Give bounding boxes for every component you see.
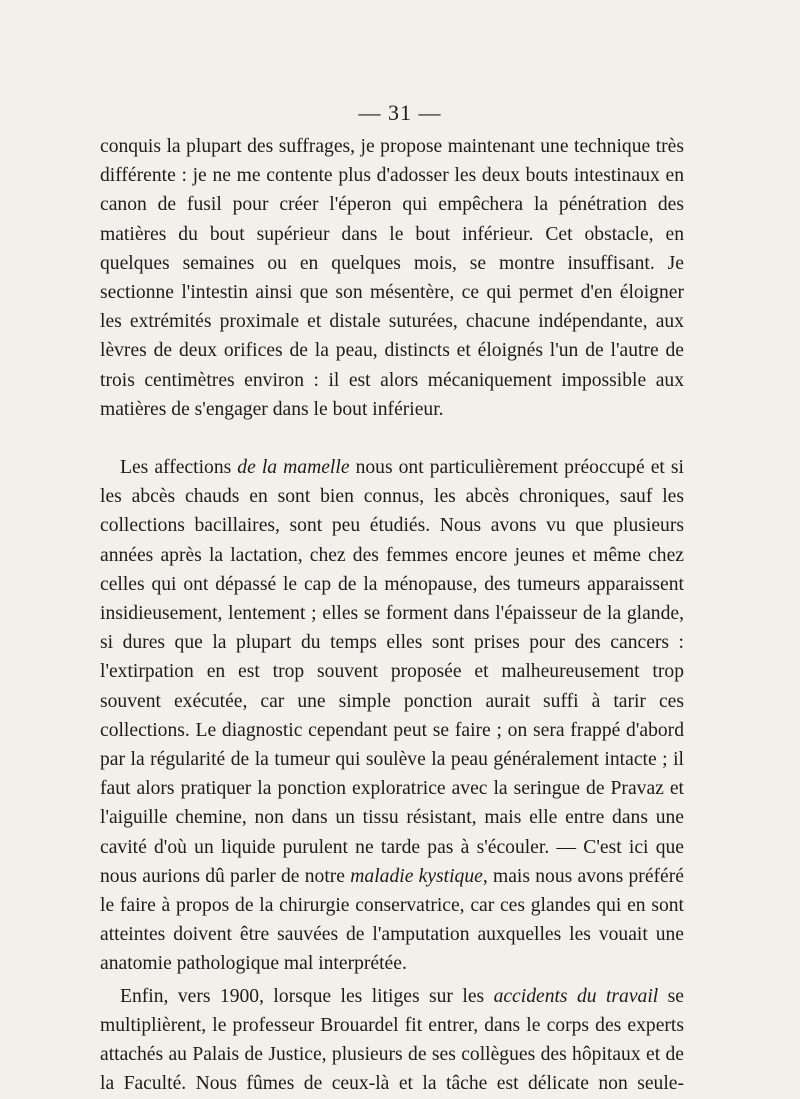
- page-number: — 31 —: [358, 100, 442, 125]
- body-text: [100, 132, 684, 1099]
- paragraph-2-italic-maladie-kystique: maladie kystique: [350, 865, 483, 887]
- paragraph-3-text-2: se multiplièrent, le professeur Brouardel fit entrer, dans le corps des experts attachés au Palais de Justice, plusieurs de ses collègues des hôpitaux et de la Faculté. Nous fûmes de ceux-là et la tâche est délicate non seule-: [100, 985, 684, 1095]
- paragraph-2-text-3: , mais nous avons préféré le faire à propos de la chirurgie conservatrice, car ces glandes qui en sont atteintes doivent être sauvées de l'amputation auxquelles les vouait une anatomie pathologique mal interprétée.: [100, 865, 684, 975]
- paragraph-2-italic-mamelle: de la mamelle: [237, 457, 350, 479]
- paragraph-2-text-2: nous ont particulièrement préoccupé et si les abcès chauds en sont bien connus, les abcès chroniques, sauf les collections bacillaires, sont peu étudiés. Nous avons vu que plusieurs années après la lactation, chez des femmes encore jeunes et même chez celles qui ont dépassé le cap de la ménopause, des tumeurs apparaissent insidieusement, lentement ; elles se forment dans l'épaisseur de la glande, si dures que la plupart du temps elles sont prises pour des cancers : l'extirpation en est trop souvent proposée et malheureusement trop souvent exécutée, car une simple ponction aurait suffi à tarir ces collections. Le diagnostic cependant peut se faire ; on sera frappé d'abord par la régularité de la tumeur qui soulève la peau généralement intacte ; il faut alors pratiquer la ponction exploratrice avec la seringue de Pravaz et l'aiguille chemine, non dans un tissu résistant, mais elle entre dans une cavité d'où un liquide purulent ne tarde pas à s'écouler. — C'est ici que nous aurions dû parler de notre: [100, 457, 684, 887]
- paragraph-2: [100, 453, 684, 979]
- paragraph-1: [100, 132, 684, 424]
- paragraph-2-text-1: Les affections: [120, 457, 238, 479]
- paragraph-3-text-1: Enfin, vers 1900, lorsque les litiges sur les: [120, 985, 494, 1007]
- paragraph-3: [100, 982, 684, 1099]
- paragraph-1-text: conquis la plupart des suffrages, je propose maintenant une technique très différente : je ne me contente plus d'adosser les deux bouts intestinaux en canon de fusil pour créer l'éperon qui empêchera la pénétration des matières du bout supérieur dans le bout inférieur. Cet obstacle, en quelques semaines ou en quelques mois, se montre insuffisant. Je sectionne l'intestin ainsi que son mésentère, ce qui permet d'en éloigner les extrémités proximale et distale suturées, chacune indépendante, aux lèvres de deux orifices de la peau, distincts et éloignés l'un de l'autre de trois centimètres environ : il est alors mécaniquement impossible aux matières de s'engager dans le bout inférieur.: [100, 136, 684, 420]
- paragraph-3-italic-accidents: accidents du travail: [493, 985, 659, 1007]
